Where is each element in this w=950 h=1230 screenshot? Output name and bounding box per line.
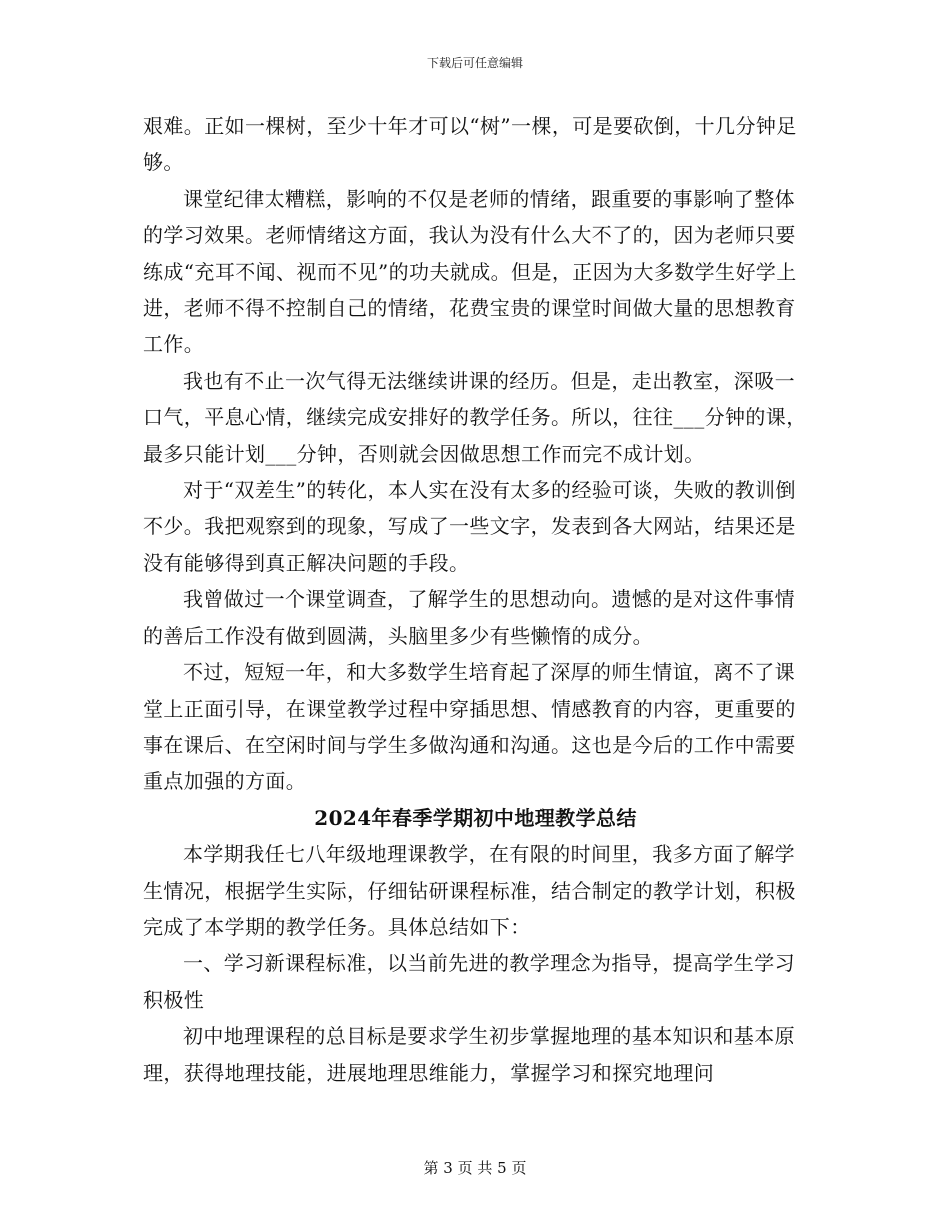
- paragraph: 初中地理课程的总目标是要求学生初步掌握地理的基本知识和基本原理，获得地理技能，进展地理思维能力，掌握学习和探究地理问: [143, 1024, 795, 1085]
- paragraph-continuation: 艰难。正如一棵树，至少十年才可以“树”一棵，可是要砍倒，十几分钟足够。: [143, 114, 797, 175]
- header-note: 下载后可任意编辑: [426, 56, 523, 70]
- paragraph: 本学期我任七八年级地理课教学，在有限的时间里，我多方面了解学生情况，根据学生实际，仔细钻研课程标准，结合制定的教学计划，积极完成了本学期的教学任务。具体总结如下：: [143, 842, 796, 939]
- paragraph: 课堂纪律太糟糕，影响的不仅是老师的情绪，跟重要的事影响了整体的学习效果。老师情绪这方面，我认为没有什么大不了的，因为老师只要练成“充耳不闻、视而不见”的功夫就成。但是，正因为大多数学生好学上进，老师不得不控制自己的情绪，花费宝贵的课堂时间做大量的思想教育工作。: [143, 186, 797, 357]
- paragraph: 不过，短短一年，和大多数学生培育起了深厚的师生情谊，离不了课堂上正面引导，在课堂教学过程中穿插思想、情感教育的内容，更重要的事在课后、在空闲时间与学生多做沟通和沟通。这也是今后的工作中需要重点加强的方面。: [143, 660, 796, 794]
- section-title: 2024年春季学期初中地理教学总结: [314, 805, 637, 830]
- section-heading: 一、学习新课程标准，以当前先进的教学理念为指导，提高学生学习积极性: [143, 951, 795, 1012]
- page-number: 第 3 页 共 5 页: [423, 1159, 527, 1177]
- paragraph: 对于“双差生”的转化，本人实在没有太多的经验可谈，失败的教训倒不少。我把观察到的现象，写成了一些文字，发表到各大网站，结果还是没有能够得到真正解决问题的手段。: [143, 478, 796, 575]
- paragraph: 我曾做过一个课堂调查，了解学生的思想动向。遗憾的是对这件事情的善后工作没有做到圆满，头脑里多少有些懒惰的成分。: [143, 587, 795, 648]
- paragraph: 我也有不止一次气得无法继续讲课的经历。但是，走出教室，深吸一口气，平息心情，继续完成安排好的教学任务。所以，往往___分钟的课，最多只能计划___分钟，否则就会因做思想工作而完不成计划。: [143, 368, 807, 466]
- document-body: [143, 108, 808, 1091]
